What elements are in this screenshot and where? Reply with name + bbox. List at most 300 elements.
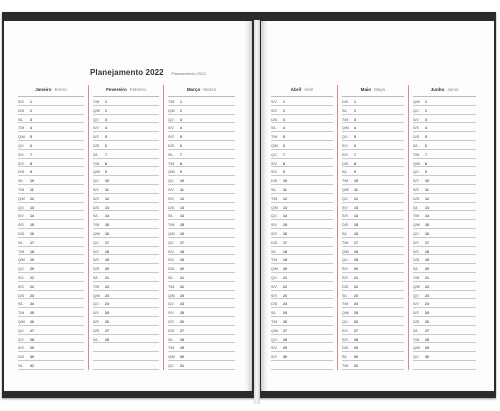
day-row[interactable] — [342, 141, 404, 150]
day-row[interactable] — [342, 194, 404, 203]
day-row[interactable] — [18, 115, 84, 124]
day-row[interactable] — [271, 238, 333, 247]
day-row[interactable] — [413, 361, 476, 370]
weekday-abbr: Q/M — [413, 100, 420, 104]
day-row[interactable] — [271, 150, 333, 159]
day-row[interactable] — [413, 282, 476, 291]
day-row[interactable] — [18, 106, 84, 115]
weekday-abbr: T/M — [93, 100, 100, 104]
day-row[interactable] — [93, 308, 159, 317]
day-row[interactable] — [271, 132, 333, 141]
day-row[interactable] — [271, 176, 333, 185]
day-number: 8 — [30, 161, 32, 166]
day-row[interactable] — [342, 115, 404, 124]
weekday-abbr: S/L — [342, 108, 348, 113]
day-row[interactable] — [168, 159, 235, 168]
day-row[interactable] — [93, 159, 159, 168]
day-number: 22 — [180, 284, 184, 289]
day-row[interactable] — [168, 343, 235, 352]
day-row[interactable] — [342, 299, 404, 308]
day-row[interactable] — [168, 255, 235, 264]
weekday-abbr: S/V — [18, 337, 24, 342]
day-number: 26 — [283, 319, 287, 324]
day-row[interactable] — [18, 194, 84, 203]
day-number: 12 — [283, 196, 287, 201]
day-number: 2 — [180, 108, 182, 113]
day-row[interactable] — [271, 167, 333, 176]
day-number: 13 — [283, 205, 287, 210]
day-row[interactable] — [271, 115, 333, 124]
weekday-abbr: Q/M — [168, 231, 175, 236]
day-number: 12 — [30, 196, 34, 201]
day-number: 25 — [105, 311, 109, 316]
day-row[interactable] — [18, 97, 84, 106]
day-number: 22 — [283, 284, 287, 289]
day-row[interactable] — [413, 247, 476, 256]
day-row[interactable] — [271, 326, 333, 335]
day-number: 10 — [425, 179, 429, 184]
day-row[interactable] — [93, 97, 159, 106]
weekday-abbr: S/V — [168, 126, 174, 131]
weekday-abbr: S/V — [413, 240, 419, 245]
day-row[interactable] — [271, 185, 333, 194]
day-row[interactable] — [93, 335, 159, 344]
day-row[interactable] — [168, 194, 235, 203]
day-number: 31 — [30, 363, 34, 368]
day-number: 25 — [283, 311, 287, 316]
day-row[interactable] — [18, 343, 84, 352]
day-row[interactable] — [342, 159, 404, 168]
day-row[interactable] — [18, 167, 84, 176]
day-row[interactable] — [93, 343, 159, 352]
day-row[interactable] — [93, 123, 159, 132]
day-number: 8 — [425, 161, 427, 166]
day-row[interactable] — [168, 176, 235, 185]
day-row[interactable] — [168, 185, 235, 194]
day-row[interactable] — [271, 97, 333, 106]
day-row[interactable] — [93, 194, 159, 203]
day-row[interactable] — [342, 220, 404, 229]
weekday-abbr: Q/M — [168, 293, 175, 298]
day-number: 5 — [425, 135, 427, 140]
day-row[interactable] — [413, 273, 476, 282]
day-row[interactable] — [93, 238, 159, 247]
day-row[interactable] — [18, 141, 84, 150]
day-row[interactable] — [271, 299, 333, 308]
day-row[interactable] — [18, 229, 84, 238]
day-row[interactable] — [413, 106, 476, 115]
day-row[interactable] — [413, 123, 476, 132]
day-row[interactable] — [168, 167, 235, 176]
day-row[interactable] — [342, 326, 404, 335]
weekday-abbr: S/V — [18, 214, 24, 219]
day-row[interactable] — [271, 229, 333, 238]
day-row[interactable] — [342, 97, 404, 106]
day-number: 8 — [180, 161, 182, 166]
day-row[interactable] — [18, 185, 84, 194]
day-row[interactable] — [93, 352, 159, 361]
day-row[interactable] — [168, 335, 235, 344]
day-number: 3 — [105, 117, 107, 122]
day-number: 5 — [30, 135, 32, 140]
day-row[interactable] — [168, 229, 235, 238]
weekday-abbr: S/V — [271, 223, 277, 228]
day-row[interactable] — [168, 299, 235, 308]
day-number: 20 — [105, 267, 109, 272]
day-row[interactable] — [18, 255, 84, 264]
weekday-abbr: Q/M — [413, 161, 420, 166]
day-row[interactable] — [18, 361, 84, 370]
day-number: 21 — [180, 275, 184, 280]
day-row[interactable] — [342, 335, 404, 344]
day-row[interactable] — [93, 264, 159, 273]
day-row[interactable] — [271, 291, 333, 300]
day-row[interactable] — [271, 308, 333, 317]
weekday-abbr: S/S — [342, 214, 348, 219]
day-row[interactable] — [93, 291, 159, 300]
weekday-abbr: T/M — [168, 223, 175, 228]
day-row[interactable] — [271, 335, 333, 344]
weekday-abbr: S/V — [271, 161, 277, 166]
day-row[interactable] — [93, 176, 159, 185]
day-row[interactable] — [342, 238, 404, 247]
weekday-abbr: Q/M — [93, 170, 100, 175]
day-row[interactable] — [271, 255, 333, 264]
day-row[interactable] — [271, 203, 333, 212]
day-row[interactable] — [271, 352, 333, 361]
day-number: 20 — [425, 267, 429, 272]
weekday-abbr: Q/J — [271, 337, 277, 342]
day-row[interactable] — [271, 317, 333, 326]
day-number: 2 — [354, 108, 356, 113]
weekday-abbr: T/M — [342, 363, 349, 368]
weekday-abbr: Q/J — [342, 319, 348, 324]
day-row[interactable] — [93, 185, 159, 194]
weekday-abbr: Q/M — [168, 170, 175, 175]
day-row[interactable] — [271, 211, 333, 220]
weekday-abbr: S/L — [18, 179, 24, 184]
day-row[interactable] — [168, 123, 235, 132]
day-row[interactable] — [342, 317, 404, 326]
weekday-abbr: S/S — [168, 258, 174, 263]
day-row[interactable] — [342, 123, 404, 132]
day-row[interactable] — [413, 308, 476, 317]
weekday-abbr: S/S — [271, 355, 277, 360]
weekday-abbr: D/D — [413, 196, 420, 201]
day-row[interactable] — [18, 203, 84, 212]
month-header — [168, 85, 235, 97]
day-row[interactable] — [93, 150, 159, 159]
weekday-abbr: Q/J — [168, 117, 174, 122]
day-row[interactable] — [413, 159, 476, 168]
day-row[interactable] — [93, 255, 159, 264]
day-row[interactable] — [18, 220, 84, 229]
day-row[interactable] — [342, 106, 404, 115]
day-row[interactable] — [168, 141, 235, 150]
day-row[interactable] — [168, 308, 235, 317]
day-row[interactable] — [168, 203, 235, 212]
weekday-abbr: Q/M — [93, 231, 100, 236]
day-row[interactable] — [93, 247, 159, 256]
weekday-abbr: S/V — [271, 100, 277, 104]
day-number: 24 — [425, 302, 429, 307]
day-row[interactable] — [168, 352, 235, 361]
title-main: Planejamento 2022 — [90, 68, 164, 77]
day-number: 24 — [283, 302, 287, 307]
day-row[interactable] — [18, 291, 84, 300]
weekday-abbr: S/L — [271, 126, 277, 131]
day-row[interactable] — [93, 106, 159, 115]
day-row[interactable] — [168, 326, 235, 335]
day-row[interactable] — [413, 211, 476, 220]
day-row[interactable] — [168, 238, 235, 247]
day-row[interactable] — [271, 273, 333, 282]
day-row[interactable] — [413, 229, 476, 238]
weekday-abbr: Q/J — [93, 117, 99, 122]
day-number: 19 — [105, 258, 109, 263]
day-row[interactable] — [168, 115, 235, 124]
day-row[interactable] — [93, 229, 159, 238]
day-number: 13 — [30, 205, 34, 210]
day-number: 27 — [105, 328, 109, 333]
day-number: 8 — [354, 161, 356, 166]
day-row[interactable] — [168, 97, 235, 106]
day-row[interactable] — [18, 299, 84, 308]
day-row[interactable] — [413, 264, 476, 273]
day-row[interactable] — [342, 291, 404, 300]
day-row[interactable] — [413, 317, 476, 326]
day-row[interactable] — [93, 211, 159, 220]
day-row[interactable] — [342, 255, 404, 264]
day-number: 13 — [425, 205, 429, 210]
day-row[interactable] — [18, 238, 84, 247]
day-row[interactable] — [342, 264, 404, 273]
day-number: 1 — [105, 100, 107, 104]
day-row[interactable] — [168, 211, 235, 220]
weekday-abbr: S/L — [413, 205, 419, 210]
weekday-abbr: S/L — [18, 363, 24, 368]
day-row[interactable] — [18, 282, 84, 291]
month-name-es: Enero — [54, 87, 67, 92]
day-number: 9 — [180, 170, 182, 175]
day-row[interactable] — [168, 247, 235, 256]
day-row[interactable] — [271, 159, 333, 168]
day-row[interactable] — [413, 176, 476, 185]
day-number: 22 — [30, 284, 34, 289]
day-row[interactable] — [93, 203, 159, 212]
weekday-abbr: T/M — [93, 161, 100, 166]
day-row[interactable] — [413, 167, 476, 176]
weekday-abbr: Q/M — [271, 205, 278, 210]
day-row[interactable] — [413, 203, 476, 212]
day-row[interactable] — [18, 132, 84, 141]
day-row[interactable] — [93, 361, 159, 370]
day-row[interactable] — [271, 282, 333, 291]
day-row[interactable] — [271, 361, 333, 370]
month-name-pt: Fevereiro — [106, 87, 127, 92]
day-row[interactable] — [93, 326, 159, 335]
day-row[interactable] — [271, 106, 333, 115]
day-row[interactable] — [271, 220, 333, 229]
weekday-abbr: D/D — [93, 328, 100, 333]
weekday-abbr: Q/J — [413, 355, 419, 360]
day-row[interactable] — [271, 247, 333, 256]
weekday-abbr: D/D — [18, 231, 25, 236]
day-row[interactable] — [413, 220, 476, 229]
day-row[interactable] — [342, 176, 404, 185]
weekday-abbr: D/D — [18, 170, 25, 175]
day-row[interactable] — [18, 352, 84, 361]
month-column — [338, 85, 409, 370]
day-row[interactable] — [271, 123, 333, 132]
day-row[interactable] — [271, 141, 333, 150]
day-number: 9 — [425, 170, 427, 175]
day-row[interactable] — [168, 106, 235, 115]
weekday-abbr: S/V — [342, 143, 348, 148]
day-number: 17 — [105, 240, 109, 245]
day-row[interactable] — [18, 123, 84, 132]
day-row[interactable] — [342, 247, 404, 256]
day-row[interactable] — [18, 159, 84, 168]
day-row[interactable] — [93, 132, 159, 141]
weekday-abbr: Q/M — [271, 328, 278, 333]
day-row[interactable] — [342, 343, 404, 352]
day-row[interactable] — [18, 326, 84, 335]
day-row[interactable] — [168, 282, 235, 291]
day-number: 6 — [180, 143, 182, 148]
weekday-abbr: Q/J — [413, 108, 419, 113]
day-row[interactable] — [413, 150, 476, 159]
day-row[interactable] — [413, 238, 476, 247]
day-row[interactable] — [271, 343, 333, 352]
weekday-abbr: S/L — [168, 275, 174, 280]
day-row[interactable] — [168, 317, 235, 326]
day-row[interactable] — [18, 308, 84, 317]
weekday-abbr: S/S — [271, 108, 277, 113]
day-row[interactable] — [93, 299, 159, 308]
day-row[interactable] — [168, 220, 235, 229]
day-row[interactable] — [413, 299, 476, 308]
day-row[interactable] — [413, 335, 476, 344]
day-row[interactable] — [413, 343, 476, 352]
day-row[interactable] — [18, 264, 84, 273]
day-row[interactable] — [342, 132, 404, 141]
day-row[interactable] — [413, 352, 476, 361]
month-name-pt: Janeiro — [35, 87, 52, 92]
weekday-abbr: Q/J — [413, 170, 419, 175]
day-number: 6 — [283, 143, 285, 148]
weekday-abbr: D/D — [18, 108, 25, 113]
weekday-abbr: S/S — [18, 161, 24, 166]
day-row[interactable] — [271, 264, 333, 273]
day-number: 2 — [425, 108, 427, 113]
day-row[interactable] — [342, 203, 404, 212]
day-row[interactable] — [168, 264, 235, 273]
day-number: 23 — [180, 293, 184, 298]
day-row[interactable] — [18, 247, 84, 256]
day-number: 23 — [283, 293, 287, 298]
day-row[interactable] — [413, 291, 476, 300]
day-row[interactable] — [342, 229, 404, 238]
day-number: 11 — [425, 187, 429, 192]
weekday-abbr: Q/J — [413, 231, 419, 236]
day-row[interactable] — [413, 185, 476, 194]
day-row[interactable] — [413, 115, 476, 124]
weekday-abbr: D/D — [342, 346, 349, 351]
day-number: 25 — [425, 311, 429, 316]
month-column — [267, 85, 338, 370]
day-row[interactable] — [18, 273, 84, 282]
day-number: 16 — [283, 231, 287, 236]
day-row[interactable] — [342, 185, 404, 194]
day-row[interactable] — [271, 194, 333, 203]
day-row[interactable] — [93, 115, 159, 124]
day-row[interactable] — [18, 150, 84, 159]
day-row[interactable] — [413, 132, 476, 141]
weekday-abbr: D/D — [93, 143, 100, 148]
day-row[interactable] — [93, 273, 159, 282]
day-row[interactable] — [93, 167, 159, 176]
day-row[interactable] — [342, 150, 404, 159]
weekday-abbr: D/D — [271, 179, 278, 184]
weekday-abbr: S/V — [342, 205, 348, 210]
day-row[interactable] — [168, 273, 235, 282]
weekday-abbr: D/D — [271, 302, 278, 307]
weekday-abbr: Q/J — [168, 302, 174, 307]
day-row[interactable] — [168, 361, 235, 370]
day-number: 20 — [283, 267, 287, 272]
day-row[interactable] — [413, 141, 476, 150]
day-number: 27 — [283, 328, 287, 333]
day-row[interactable] — [93, 317, 159, 326]
day-row[interactable] — [342, 273, 404, 282]
day-row[interactable] — [93, 220, 159, 229]
day-row[interactable] — [413, 255, 476, 264]
day-row[interactable] — [342, 361, 404, 370]
day-row[interactable] — [18, 211, 84, 220]
day-row[interactable] — [342, 211, 404, 220]
day-row[interactable] — [342, 282, 404, 291]
day-row[interactable] — [168, 132, 235, 141]
day-number: 3 — [30, 117, 32, 122]
day-number: 2 — [105, 108, 107, 113]
weekday-abbr: S/V — [271, 346, 277, 351]
day-row[interactable] — [168, 291, 235, 300]
day-row[interactable] — [413, 326, 476, 335]
day-number: 2 — [30, 108, 32, 113]
day-row[interactable] — [342, 352, 404, 361]
day-number: 7 — [105, 152, 107, 157]
day-row[interactable] — [413, 97, 476, 106]
day-row[interactable] — [413, 194, 476, 203]
day-number: 18 — [283, 249, 287, 254]
day-number: 28 — [180, 337, 184, 342]
page-title — [90, 62, 206, 80]
day-row[interactable] — [342, 167, 404, 176]
day-row[interactable] — [18, 335, 84, 344]
day-row[interactable] — [342, 308, 404, 317]
day-row[interactable] — [168, 150, 235, 159]
day-row[interactable] — [93, 282, 159, 291]
day-number: 14 — [425, 214, 429, 219]
day-number: 1 — [425, 100, 427, 104]
day-number: 4 — [105, 126, 107, 131]
day-row[interactable] — [18, 317, 84, 326]
weekday-abbr: S/S — [413, 311, 419, 316]
day-row[interactable] — [93, 141, 159, 150]
day-number: 16 — [354, 231, 358, 236]
day-row[interactable] — [18, 176, 84, 185]
